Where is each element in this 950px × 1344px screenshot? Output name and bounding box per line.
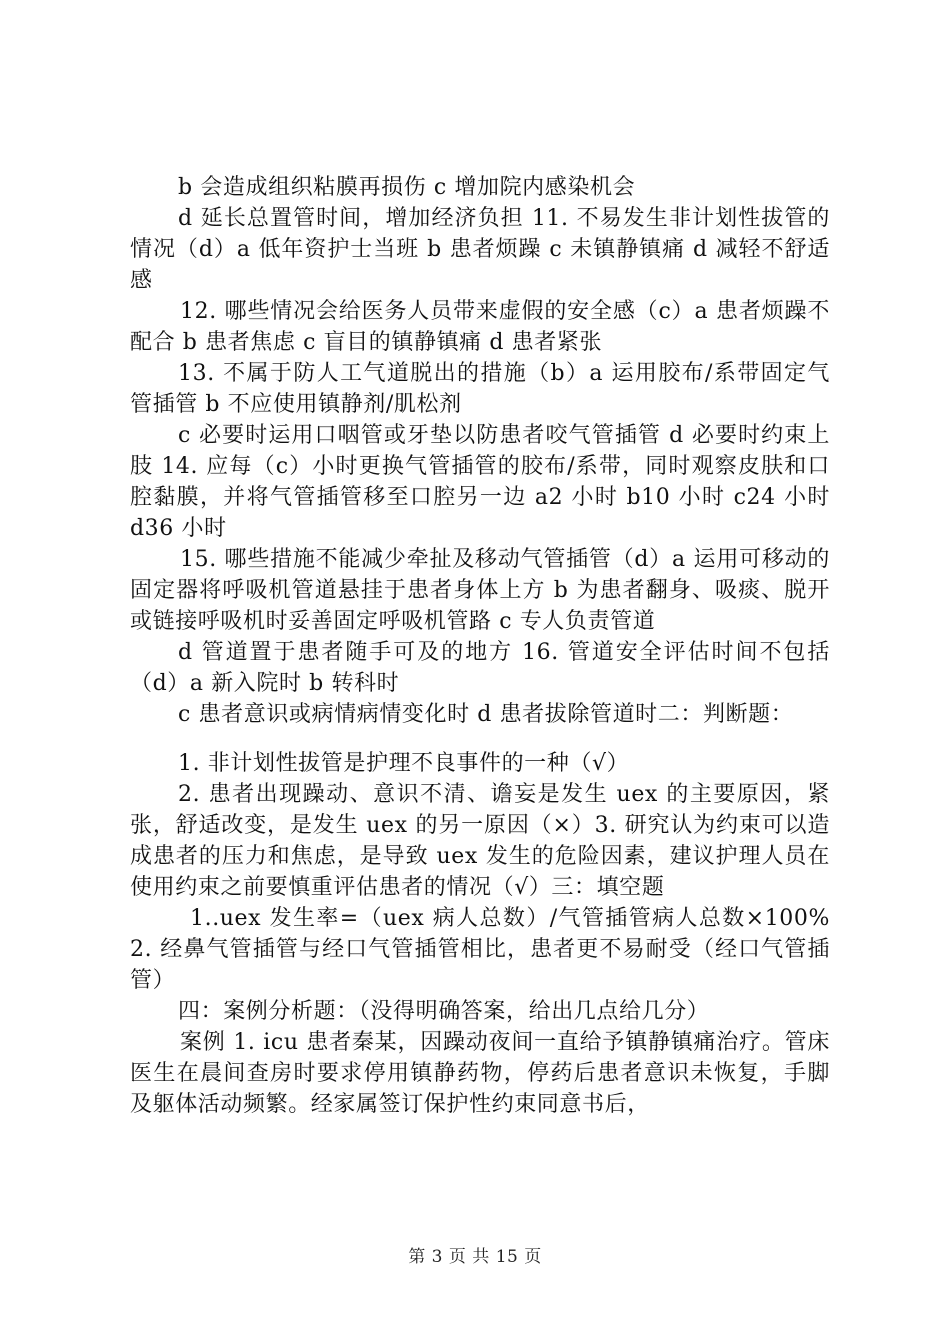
paragraph-q11: d 延长总置管时间，增加经济负担 11. 不易发生非计划性拔管的情况（d）a 低年资护士当班 b 患者烦躁 c 未镇静镇痛 d 减轻不舒适感 [130,206,830,293]
paragraph-q16: d 管道置于患者随手可及的地方 16. 管道安全评估时间不包括（d）a 新入院时 b 转科时 [130,640,830,696]
paragraph-q12: 12. 哪些情况会给医务人员带来虚假的安全感（c）a 患者烦躁不配合 b 患者焦虑 c 盲目的镇静镇痛 d 患者紧张 [130,299,830,355]
paragraph-fill-blank: 1..uex 发生率=（uex 病人总数）/气管插管病人总数×100%2. 经鼻气管插管与经口气管插管相比，患者更不易耐受（经口气管插管） [130,906,830,993]
paragraph-judge-1: 1. 非计划性拔管是护理不良事件的一种（√） [178,751,630,776]
paragraph-judge-2-3: 2. 患者出现躁动、意识不清、谵妄是发生 uex 的主要原因，紧张，舒适改变，是发生 uex 的另一原因（×）3. 研究认为约束可以造成患者的压力和焦虑，是导致 uex 发生的危险因素，建议护理人员在使用约束之前要慎重评估患者的情况（√）三：填空题 [130,782,830,900]
paragraph-q14: c 必要时运用口咽管或牙垫以防患者咬气管插管 d 必要时约束上肢 14. 应每（c）小时更换气管插管的胶布/系带，同时观察皮肤和口腔黏膜，并将气管插管移至口腔另一边 a2 小时 b10 小时 c24 小时 d36 小时 [130,423,830,541]
paragraph-b-c: b 会造成组织粘膜再损伤 c 增加院内感染机会 [178,175,636,200]
paragraph-q15: 15. 哪些措施不能减少牵扯及移动气管插管（d）a 运用可移动的固定器将呼吸机管道悬挂于患者身体上方 b 为患者翻身、吸痰、脱开或链接呼吸机时妥善固定呼吸机管路 c 专人负责管道 [130,547,830,634]
paragraph-q13: 13. 不属于防人工气道脱出的措施（b）a 运用胶布/系带固定气管插管 b 不应使用镇静剂/肌松剂 [130,361,830,417]
document-body [130,172,830,1120]
paragraph-section-judgment: c 患者意识或病情病情变化时 d 患者拔除管道时二：判断题： [178,702,794,727]
page-footer: 第 3 页 共 15 页 [408,1247,542,1267]
paragraph-case-1: 案例 1. icu 患者秦某，因躁动夜间一直给予镇静镇痛治疗。管床医生在晨间查房时要求停用镇静药物，停药后患者意识未恢复，手脚及躯体活动频繁。经家属签订保护性约束同意书后， [130,1030,830,1117]
paragraph-case-heading: 四：案例分析题：（没得明确答案，给出几点给几分） [178,999,710,1024]
